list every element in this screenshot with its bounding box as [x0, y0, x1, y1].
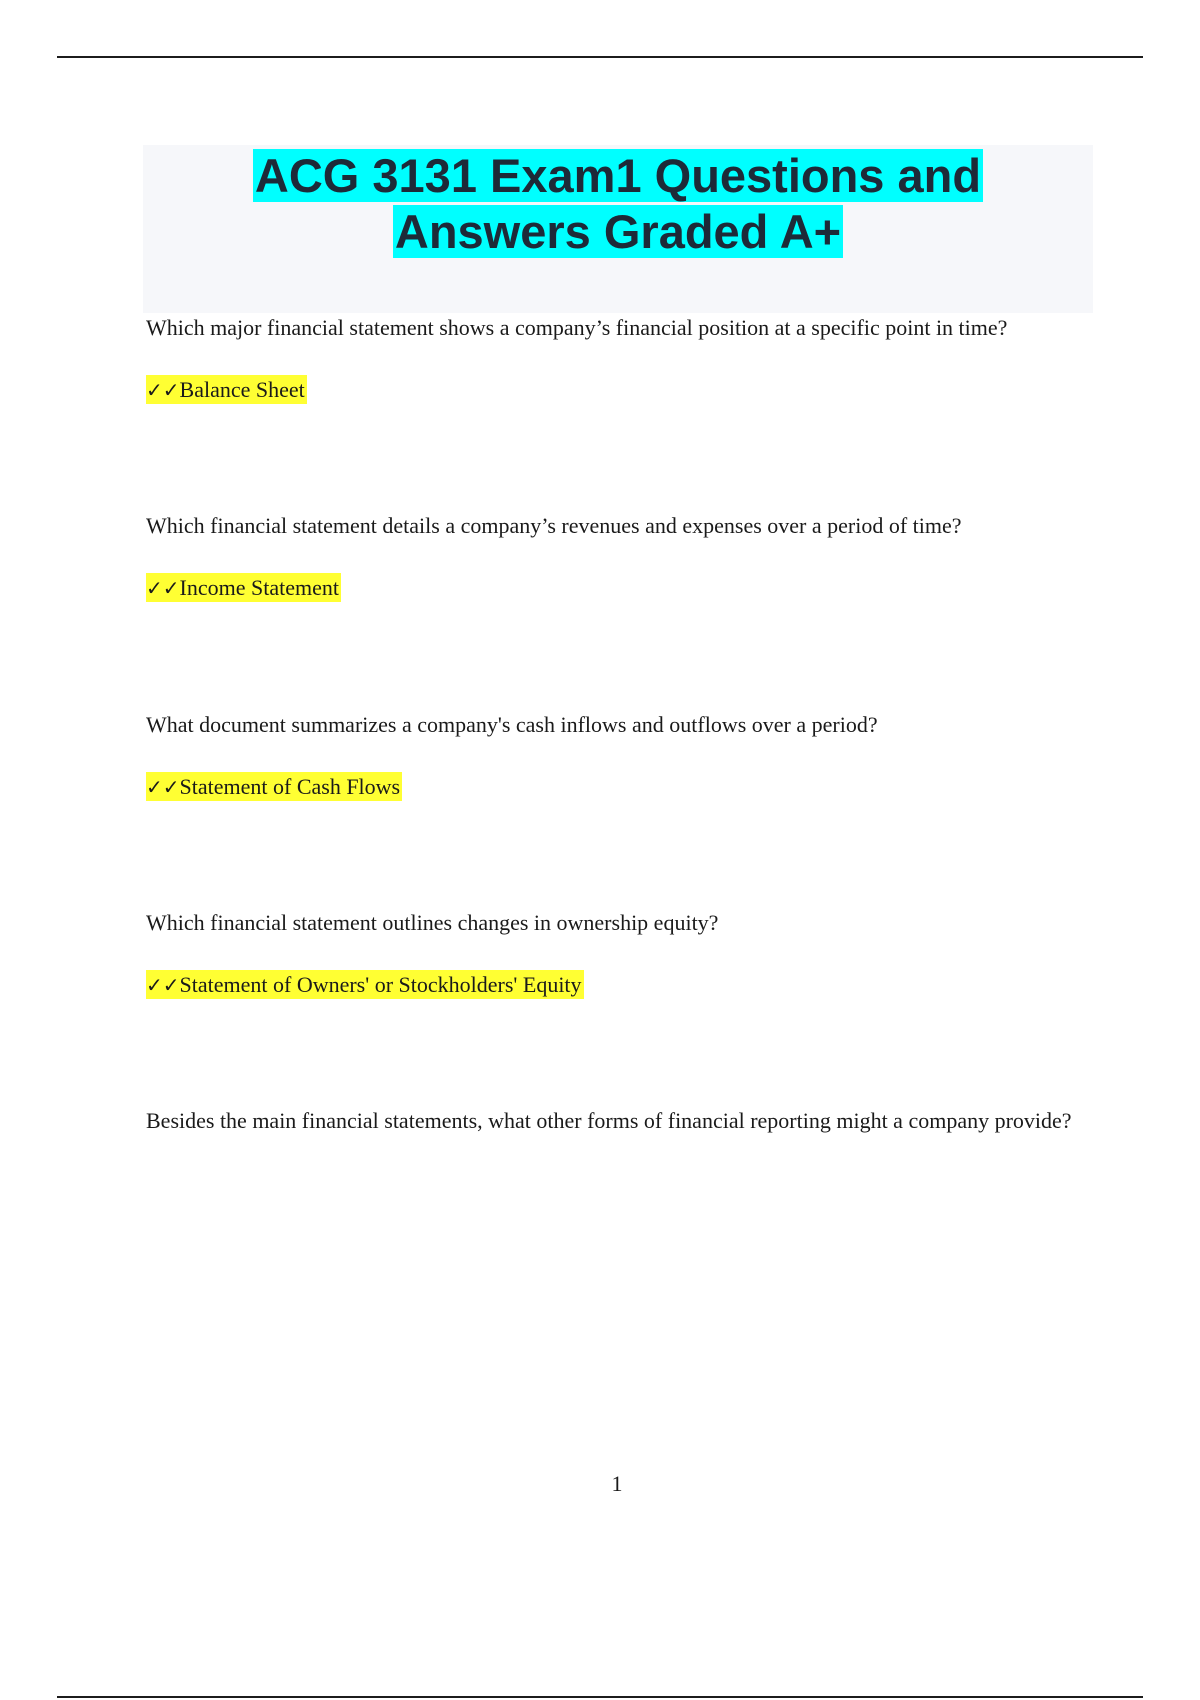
check-icon: ✓✓: [146, 973, 180, 997]
title-line-1: ACG 3131 Exam1 Questions and: [254, 149, 982, 202]
bottom-rule: [57, 1696, 1143, 1698]
answer-text: Income Statement: [179, 575, 339, 600]
title-block: [143, 145, 1093, 313]
question-text: Which financial statement outlines changes in ownership equity?: [146, 910, 719, 935]
answer-highlight: [146, 375, 307, 404]
check-icon: ✓✓: [146, 378, 180, 402]
qa-content: [146, 300, 1106, 1149]
answer-line: [146, 772, 1106, 802]
document-title: [143, 145, 1093, 260]
check-icon: ✓✓: [146, 775, 180, 799]
answer-highlight: [146, 573, 341, 602]
question-text: Which financial statement details a company’s revenues and expenses over a period of time?: [146, 513, 962, 538]
top-rule: [57, 56, 1143, 58]
page-number: 1: [611, 1471, 623, 1496]
question-text: Which major financial statement shows a company’s financial position at a specific point in time?: [146, 315, 1008, 340]
title-line-2: Answers Graded A+: [394, 205, 842, 258]
question-text: What document summarizes a company's cash inflows and outflows over a period?: [146, 712, 878, 737]
check-icon: ✓✓: [146, 576, 180, 600]
answer-line: [146, 970, 1106, 1000]
question-text: Besides the main financial statements, what other forms of financial reporting might a company provide?: [146, 1108, 1072, 1133]
answer-text: Balance Sheet: [179, 377, 305, 402]
answer-highlight: [146, 970, 584, 999]
answer-line: [146, 573, 1106, 603]
answer-line: [146, 375, 1106, 405]
answer-highlight: [146, 772, 402, 801]
answer-text: Statement of Owners' or Stockholders' Equity: [179, 972, 582, 997]
answer-text: Statement of Cash Flows: [179, 774, 401, 799]
